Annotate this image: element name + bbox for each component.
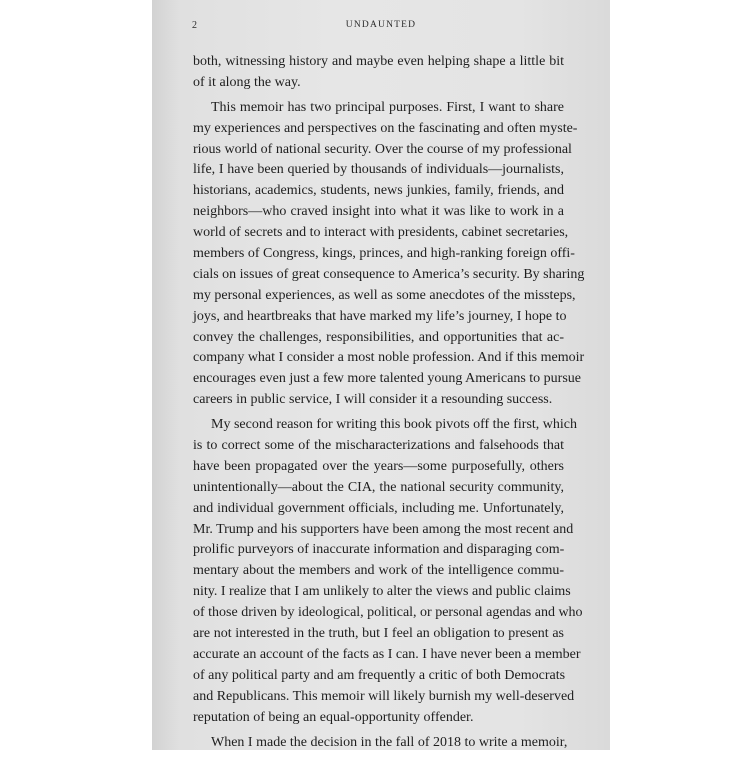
text-line: my personal experiences, as well as some anecdotes of the missteps, — [193, 287, 576, 303]
text-line: of it along the way. — [193, 74, 301, 90]
paragraph-2 — [193, 98, 585, 411]
text-line: This memoir has two principal purposes. First, I want to share — [211, 99, 564, 115]
text-line: and Republicans. This memoir will likely burnish my well-deserved — [193, 688, 575, 704]
text-line: cials on issues of great consequence to America’s security. By sharing — [193, 266, 585, 282]
text-line: unintentionally—about the CIA, the national security community, — [193, 479, 564, 495]
paragraph-3 — [193, 415, 583, 728]
text-line: prolific purveyors of inaccurate information and disparaging com- — [193, 542, 565, 558]
text-line: My second reason for writing this book pivots off the first, which — [211, 417, 578, 433]
running-head — [192, 20, 570, 34]
book-page — [152, 0, 610, 750]
text-line: and individual government officials, including me. Unfortunately, — [193, 500, 564, 516]
text-line: Mr. Trump and his supporters have been among the most recent and — [193, 521, 574, 537]
text-line: reputation of being an equal-opportunity offender. — [193, 709, 474, 725]
text-line: have been propagated over the years—some purposefully, others — [193, 458, 564, 474]
text-line: encourages even just a few more talented young Americans to pursue — [193, 371, 581, 387]
text-line: of those driven by ideological, political, or personal agendas and who — [193, 605, 583, 621]
text-line: When I made the decision in the fall of 2018 to write a memoir, — [211, 734, 568, 750]
text-line: company what I consider a most noble profession. And if this memoir — [193, 350, 585, 366]
text-line: accurate an account of the facts as I can. I have never been a member — [193, 646, 581, 662]
text-line: historians, academics, students, news junkies, family, friends, and — [193, 183, 564, 199]
page-number: 2 — [192, 20, 197, 31]
text-line: is to correct some of the mischaracterizations and falsehoods that — [193, 438, 564, 454]
book-title: UNDAUNTED — [345, 20, 417, 30]
text-line: my experiences and perspectives on the fascinating and often myste- — [193, 120, 578, 136]
text-line: both, witnessing history and maybe even helping shape a little bit — [193, 54, 564, 69]
text-line: neighbors—who craved insight into what it was like to work in a — [193, 204, 564, 220]
text-line: of any political party and am frequently a critic of both Democrats — [193, 667, 566, 683]
text-line: convey the challenges, responsibilities, and opportunities that ac- — [193, 329, 564, 345]
text-line: world of secrets and to interact with presidents, cabinet secretaries, — [193, 225, 569, 241]
text-line: careers in public service, I will consider it a resounding success. — [193, 392, 553, 408]
paragraph-4 — [193, 733, 568, 754]
text-line: members of Congress, kings, princes, and high-ranking foreign offi- — [193, 246, 575, 262]
text-line: nity. I realize that I am unlikely to alter the views and public claims — [193, 584, 571, 600]
text-line: life, I have been queried by thousands of individuals—journalists, — [193, 162, 564, 178]
text-line: joys, and heartbreaks that have marked my life’s journey, I hope to — [193, 308, 567, 324]
body-text — [193, 52, 585, 757]
paragraph-1 — [193, 52, 564, 94]
text-line: are not interested in the truth, but I feel an obligation to present as — [193, 626, 564, 642]
text-line: mentary about the members and work of the intelligence commu- — [193, 563, 564, 579]
text-line: rious world of national security. Over the course of my professional — [193, 141, 572, 157]
